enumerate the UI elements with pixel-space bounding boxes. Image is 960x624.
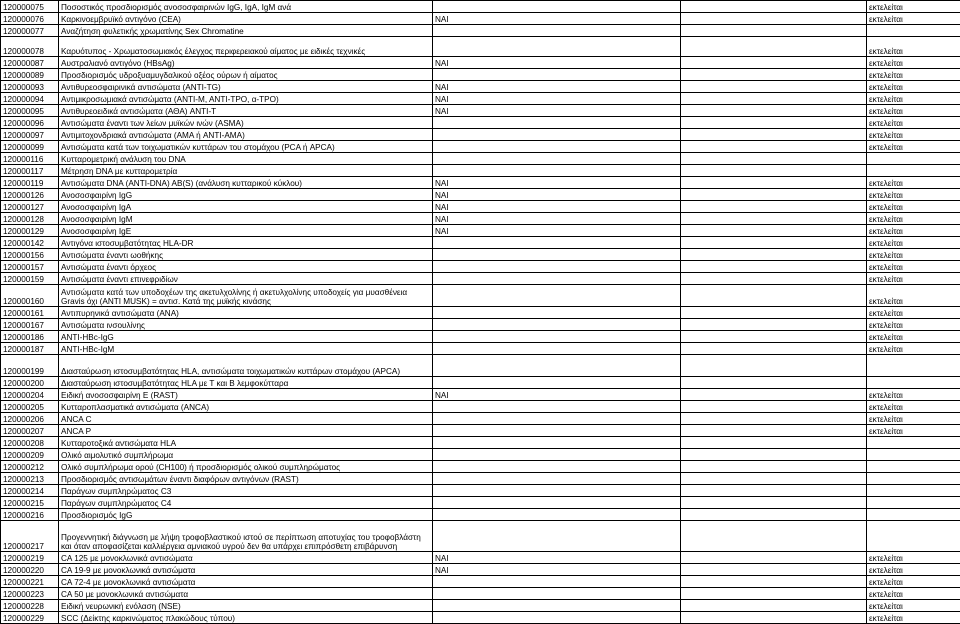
table-row [1,93,960,105]
table-row [1,355,960,377]
empty-cell [681,509,867,521]
code-cell: 120000156 [1,249,59,261]
code-cell: 120000212 [1,461,59,473]
table-row [1,117,960,129]
table-row [1,461,960,473]
code-cell: 120000089 [1,69,59,81]
empty-cell [681,165,867,177]
table-row [1,37,960,57]
code-cell: 120000186 [1,331,59,343]
nai-cell: NAI [433,177,681,189]
nai-cell [433,425,681,437]
table-row [1,57,960,69]
code-cell: 120000213 [1,473,59,485]
status-cell: εκτελείται [867,612,960,624]
table-row [1,213,960,225]
code-cell: 120000200 [1,377,59,389]
status-cell [867,165,960,177]
description-cell: Ανοσοσφαιρίνη IgE [59,225,433,237]
status-cell: εκτελείται [867,81,960,93]
code-cell: 120000214 [1,485,59,497]
description-cell: Διασταύρωση ιστοσυμβατότητας HLA με Τ και Β λεμφοκύτταρα [59,377,433,389]
code-cell: 120000229 [1,612,59,624]
status-cell: εκτελείται [867,213,960,225]
status-cell [867,521,960,552]
nai-cell: NAI [433,189,681,201]
status-cell: εκτελείται [867,588,960,600]
status-cell [867,497,960,509]
nai-cell [433,377,681,389]
description-cell: Καρυότυπος - Χρωματοσωμιακός έλεγχος περιφερειακού αίματος με ειδικές τεχνικές [59,37,433,57]
description-cell: Ειδική ανοσοσφαιρίνη Ε (RAST) [59,389,433,401]
description-cell: Ανοσοσφαιρίνη IgM [59,213,433,225]
code-cell: 120000129 [1,225,59,237]
nai-cell [433,307,681,319]
description-cell: Ανοσοσφαιρίνη IgG [59,189,433,201]
description-cell: Κυτταροπλασματικά αντισώματα (ANCA) [59,401,433,413]
code-cell: 120000167 [1,319,59,331]
description-cell: Κυτταρομετρική ανάλυση του DNA [59,153,433,165]
description-cell: Αντισώματα ινσουλίνης [59,319,433,331]
status-cell: εκτελείται [867,1,960,13]
status-cell [867,25,960,37]
table-row [1,319,960,331]
code-cell: 120000087 [1,57,59,69]
empty-cell [681,389,867,401]
status-cell [867,377,960,389]
status-cell: εκτελείται [867,389,960,401]
nai-cell [433,273,681,285]
code-cell: 120000204 [1,389,59,401]
nai-cell [433,355,681,377]
description-cell: Αντισώματα κατά των τοιχωματικών κυττάρων του στομάχου (PCA ή APCA) [59,141,433,153]
status-cell: εκτελείται [867,285,960,307]
empty-cell [681,37,867,57]
description-cell: Παράγων συμπληρώματος C4 [59,497,433,509]
empty-cell [681,331,867,343]
status-cell: εκτελείται [867,37,960,57]
empty-cell [681,319,867,331]
code-cell: 120000159 [1,273,59,285]
empty-cell [681,473,867,485]
empty-cell [681,449,867,461]
status-cell [867,449,960,461]
code-cell: 120000216 [1,509,59,521]
empty-cell [681,141,867,153]
status-cell: εκτελείται [867,117,960,129]
status-cell: εκτελείται [867,413,960,425]
table-row [1,165,960,177]
description-cell: ANTI-HBc-IgG [59,331,433,343]
nai-cell [433,1,681,13]
description-cell: CA 125 με μονοκλωνικά αντισώματα [59,552,433,564]
empty-cell [681,93,867,105]
table-row [1,437,960,449]
code-cell: 120000219 [1,552,59,564]
status-cell: εκτελείται [867,177,960,189]
description-cell: Αντισώματα DNA (ANTI-DNA) AB(S) (ανάλυση κυτταρικού κύκλου) [59,177,433,189]
code-cell: 120000128 [1,213,59,225]
status-cell: εκτελείται [867,57,960,69]
status-cell: εκτελείται [867,319,960,331]
table-row [1,69,960,81]
status-cell: εκτελείται [867,69,960,81]
nai-cell [433,401,681,413]
empty-cell [681,485,867,497]
empty-cell [681,81,867,93]
status-cell [867,509,960,521]
nai-cell: NAI [433,213,681,225]
description-cell: Αντιθυρεοσφαιρινικά αντισώματα (ANTI-TG) [59,81,433,93]
table-row [1,425,960,437]
table-row [1,81,960,93]
empty-cell [681,249,867,261]
table-body [1,1,960,624]
code-cell: 120000078 [1,37,59,57]
empty-cell [681,69,867,81]
nai-cell [433,449,681,461]
status-cell: εκτελείται [867,201,960,213]
nai-cell [433,461,681,473]
description-cell: ANCA C [59,413,433,425]
table-row [1,509,960,521]
empty-cell [681,225,867,237]
empty-cell [681,521,867,552]
empty-cell [681,1,867,13]
nai-cell [433,473,681,485]
description-cell: Διασταύρωση ιστοσυμβατότητας HLA, αντισώματα τοιχωματικών κυττάρων στομάχου (APCA) [59,355,433,377]
status-cell: εκτελείται [867,225,960,237]
nai-cell [433,69,681,81]
empty-cell [681,153,867,165]
nai-cell [433,141,681,153]
nai-cell [433,117,681,129]
description-cell: Αντισώματα κατά των υποδοχέων της ακετυλχολίνης ή ακετυλχολίνης υποδοχείς για μυασθένεια Gravis όχι (ANTI MUSK) = αντισ. Κατά της μυϊκής κινάσης [59,285,433,307]
description-cell: Ολικό συμπλήρωμα ορού (CH100) ή προσδιορισμός ολικού συμπληρώματος [59,461,433,473]
code-cell: 120000228 [1,600,59,612]
description-cell: Ολικό αιμολυτικό συμπλήρωμα [59,449,433,461]
status-cell: εκτελείται [867,600,960,612]
table-row [1,105,960,117]
description-cell: CA 72-4 με μονοκλωνικά αντισώματα [59,576,433,588]
nai-cell: NAI [433,105,681,117]
empty-cell [681,189,867,201]
nai-cell [433,319,681,331]
status-cell: εκτελείται [867,425,960,437]
status-cell [867,473,960,485]
description-cell: Ποσοστικός προσδιορισμός ανοσοσφαιρινών IgG, IgA, IgM ανά [59,1,433,13]
empty-cell [681,600,867,612]
description-cell: ANTI-HBc-IgM [59,343,433,355]
code-cell: 120000160 [1,285,59,307]
status-cell: εκτελείται [867,141,960,153]
code-cell: 120000208 [1,437,59,449]
status-cell: εκτελείται [867,105,960,117]
code-cell: 120000117 [1,165,59,177]
description-cell: Αυστραλιανό αντιγόνο (HBsAg) [59,57,433,69]
table-row [1,377,960,389]
nai-cell [433,576,681,588]
status-cell [867,437,960,449]
nai-cell: NAI [433,81,681,93]
table-row [1,225,960,237]
nai-cell [433,509,681,521]
empty-cell [681,564,867,576]
empty-cell [681,576,867,588]
status-cell: εκτελείται [867,249,960,261]
description-cell: Αντιθυρεοειδικά αντισώματα (ΑΘΑ) ANTI-T [59,105,433,117]
empty-cell [681,355,867,377]
status-cell: εκτελείται [867,552,960,564]
description-cell: Αντιπυρηνικά αντισώματα (ΑΝΑ) [59,307,433,319]
table-row [1,413,960,425]
table-row [1,449,960,461]
code-cell: 120000076 [1,13,59,25]
empty-cell [681,261,867,273]
table-row [1,497,960,509]
code-cell: 120000095 [1,105,59,117]
table-row [1,473,960,485]
description-cell: Αντιμικροσωμιακά αντισώματα (ANTI-M, ANTI-TPO, α-TPO) [59,93,433,105]
description-cell: CA 50 με μονοκλωνικά αντισώματα [59,588,433,600]
description-cell: Προσδιορισμός αντισωμάτων έναντι διαφόρων αντιγόνων (RAST) [59,473,433,485]
nai-cell [433,497,681,509]
code-cell: 120000223 [1,588,59,600]
code-cell: 120000221 [1,576,59,588]
table-row [1,588,960,600]
nai-cell [433,331,681,343]
empty-cell [681,377,867,389]
status-cell [867,355,960,377]
nai-cell [433,153,681,165]
description-cell: CA 19-9 με μονοκλωνικά αντισώματα [59,564,433,576]
status-cell: εκτελείται [867,13,960,25]
code-cell: 120000096 [1,117,59,129]
nai-cell [433,343,681,355]
description-cell: Ειδική νευρωνική ενόλαση (NSE) [59,600,433,612]
description-cell: Καρκινοεμβρυϊκό αντιγόνο (CEA) [59,13,433,25]
table-row [1,485,960,497]
empty-cell [681,129,867,141]
nai-cell [433,413,681,425]
table-row [1,237,960,249]
nai-cell [433,249,681,261]
table-row [1,261,960,273]
code-cell: 120000217 [1,521,59,552]
table-row [1,273,960,285]
code-cell: 120000077 [1,25,59,37]
code-cell: 120000187 [1,343,59,355]
code-cell: 120000205 [1,401,59,413]
code-cell: 120000215 [1,497,59,509]
status-cell [867,153,960,165]
nai-cell [433,285,681,307]
description-cell: Αντισώματα έναντι όρχεος [59,261,433,273]
empty-cell [681,57,867,69]
nai-cell: NAI [433,93,681,105]
table-row [1,401,960,413]
description-cell: Μέτρηση DNA με κυτταρομετρία [59,165,433,177]
nai-cell: NAI [433,552,681,564]
table-row [1,576,960,588]
empty-cell [681,117,867,129]
status-cell: εκτελείται [867,564,960,576]
empty-cell [681,461,867,473]
description-cell: SCC (Δείκτης καρκινώματος πλακώδους τύπου) [59,612,433,624]
nai-cell [433,129,681,141]
status-cell: εκτελείται [867,576,960,588]
status-cell: εκτελείται [867,307,960,319]
empty-cell [681,437,867,449]
nai-cell [433,37,681,57]
empty-cell [681,285,867,307]
table-row [1,331,960,343]
description-cell: Προγεννητική διάγνωση με λήψη τροφοβλαστικού ιστού σε περίπτωση αποτυχίας του τροφοβλάστη και όταν αποφασίζεται καλλιέργεια αμνιακού υγρού δεν θα υπάρχει επιπρόσθετη επιβάρυνση [59,521,433,552]
status-cell: εκτελείται [867,343,960,355]
table-row [1,249,960,261]
empty-cell [681,552,867,564]
status-cell: εκτελείται [867,261,960,273]
empty-cell [681,307,867,319]
code-cell: 120000126 [1,189,59,201]
nai-cell: NAI [433,57,681,69]
table-row [1,201,960,213]
status-cell: εκτελείται [867,401,960,413]
code-cell: 120000099 [1,141,59,153]
code-cell: 120000093 [1,81,59,93]
description-cell: Αντιγόνα ιστοσυμβατότητας HLA-DR [59,237,433,249]
empty-cell [681,237,867,249]
code-cell: 120000157 [1,261,59,273]
description-cell: Αντιμιτοχονδριακά αντισώματα (AMA ή ANTI-AMA) [59,129,433,141]
description-cell: Κυτταροτοξικά αντισώματα HLA [59,437,433,449]
table-row [1,285,960,307]
table-row [1,189,960,201]
table-row [1,141,960,153]
empty-cell [681,13,867,25]
status-cell: εκτελείται [867,129,960,141]
status-cell [867,461,960,473]
empty-cell [681,425,867,437]
nai-cell [433,600,681,612]
code-cell: 120000119 [1,177,59,189]
nai-cell [433,521,681,552]
empty-cell [681,401,867,413]
nai-cell: NAI [433,13,681,25]
description-cell: Προσδιορισμός IgG [59,509,433,521]
status-cell: εκτελείται [867,331,960,343]
table-row [1,552,960,564]
table-row [1,389,960,401]
code-cell: 120000094 [1,93,59,105]
table-row [1,153,960,165]
code-cell: 120000161 [1,307,59,319]
empty-cell [681,497,867,509]
nai-cell: NAI [433,201,681,213]
table-row [1,343,960,355]
empty-cell [681,177,867,189]
empty-cell [681,588,867,600]
empty-cell [681,25,867,37]
status-cell: εκτελείται [867,273,960,285]
nai-cell [433,588,681,600]
table-row [1,13,960,25]
code-cell: 120000220 [1,564,59,576]
status-cell: εκτελείται [867,93,960,105]
empty-cell [681,343,867,355]
description-cell: Παράγων συμπληρώματος C3 [59,485,433,497]
table-row [1,1,960,13]
table-row [1,129,960,141]
description-cell: Αναζήτηση φυλετικής χρωματίνης Sex Chromatine [59,25,433,37]
empty-cell [681,213,867,225]
code-cell: 120000207 [1,425,59,437]
empty-cell [681,105,867,117]
nai-cell [433,237,681,249]
code-cell: 120000075 [1,1,59,13]
empty-cell [681,413,867,425]
empty-cell [681,201,867,213]
table-row [1,564,960,576]
status-cell: εκτελείται [867,189,960,201]
nai-cell: NAI [433,564,681,576]
nai-cell: NAI [433,389,681,401]
code-cell: 120000209 [1,449,59,461]
code-cell: 120000142 [1,237,59,249]
description-cell: Αντισώματα έναντι των λείων μυϊκών ινών (ASMA) [59,117,433,129]
code-cell: 120000199 [1,355,59,377]
code-cell: 120000116 [1,153,59,165]
description-cell: ANCA P [59,425,433,437]
nai-cell [433,485,681,497]
code-cell: 120000127 [1,201,59,213]
empty-cell [681,273,867,285]
nai-cell: NAI [433,225,681,237]
table-row [1,25,960,37]
description-cell: Προσδιορισμός υδροξυαμυγδαλικού οξέος ούρων ή αίματος [59,69,433,81]
nai-cell [433,437,681,449]
table-row [1,177,960,189]
status-cell: εκτελείται [867,237,960,249]
nai-cell [433,261,681,273]
code-cell: 120000097 [1,129,59,141]
description-cell: Αντισώματα έναντι ωοθήκης [59,249,433,261]
status-cell [867,485,960,497]
nai-cell [433,25,681,37]
table-row [1,600,960,612]
description-cell: Ανοσοσφαιρίνη IgA [59,201,433,213]
code-cell: 120000206 [1,413,59,425]
table-row [1,521,960,552]
nai-cell [433,165,681,177]
table-row [1,307,960,319]
description-cell: Αντισώματα έναντι επινεφριδίων [59,273,433,285]
